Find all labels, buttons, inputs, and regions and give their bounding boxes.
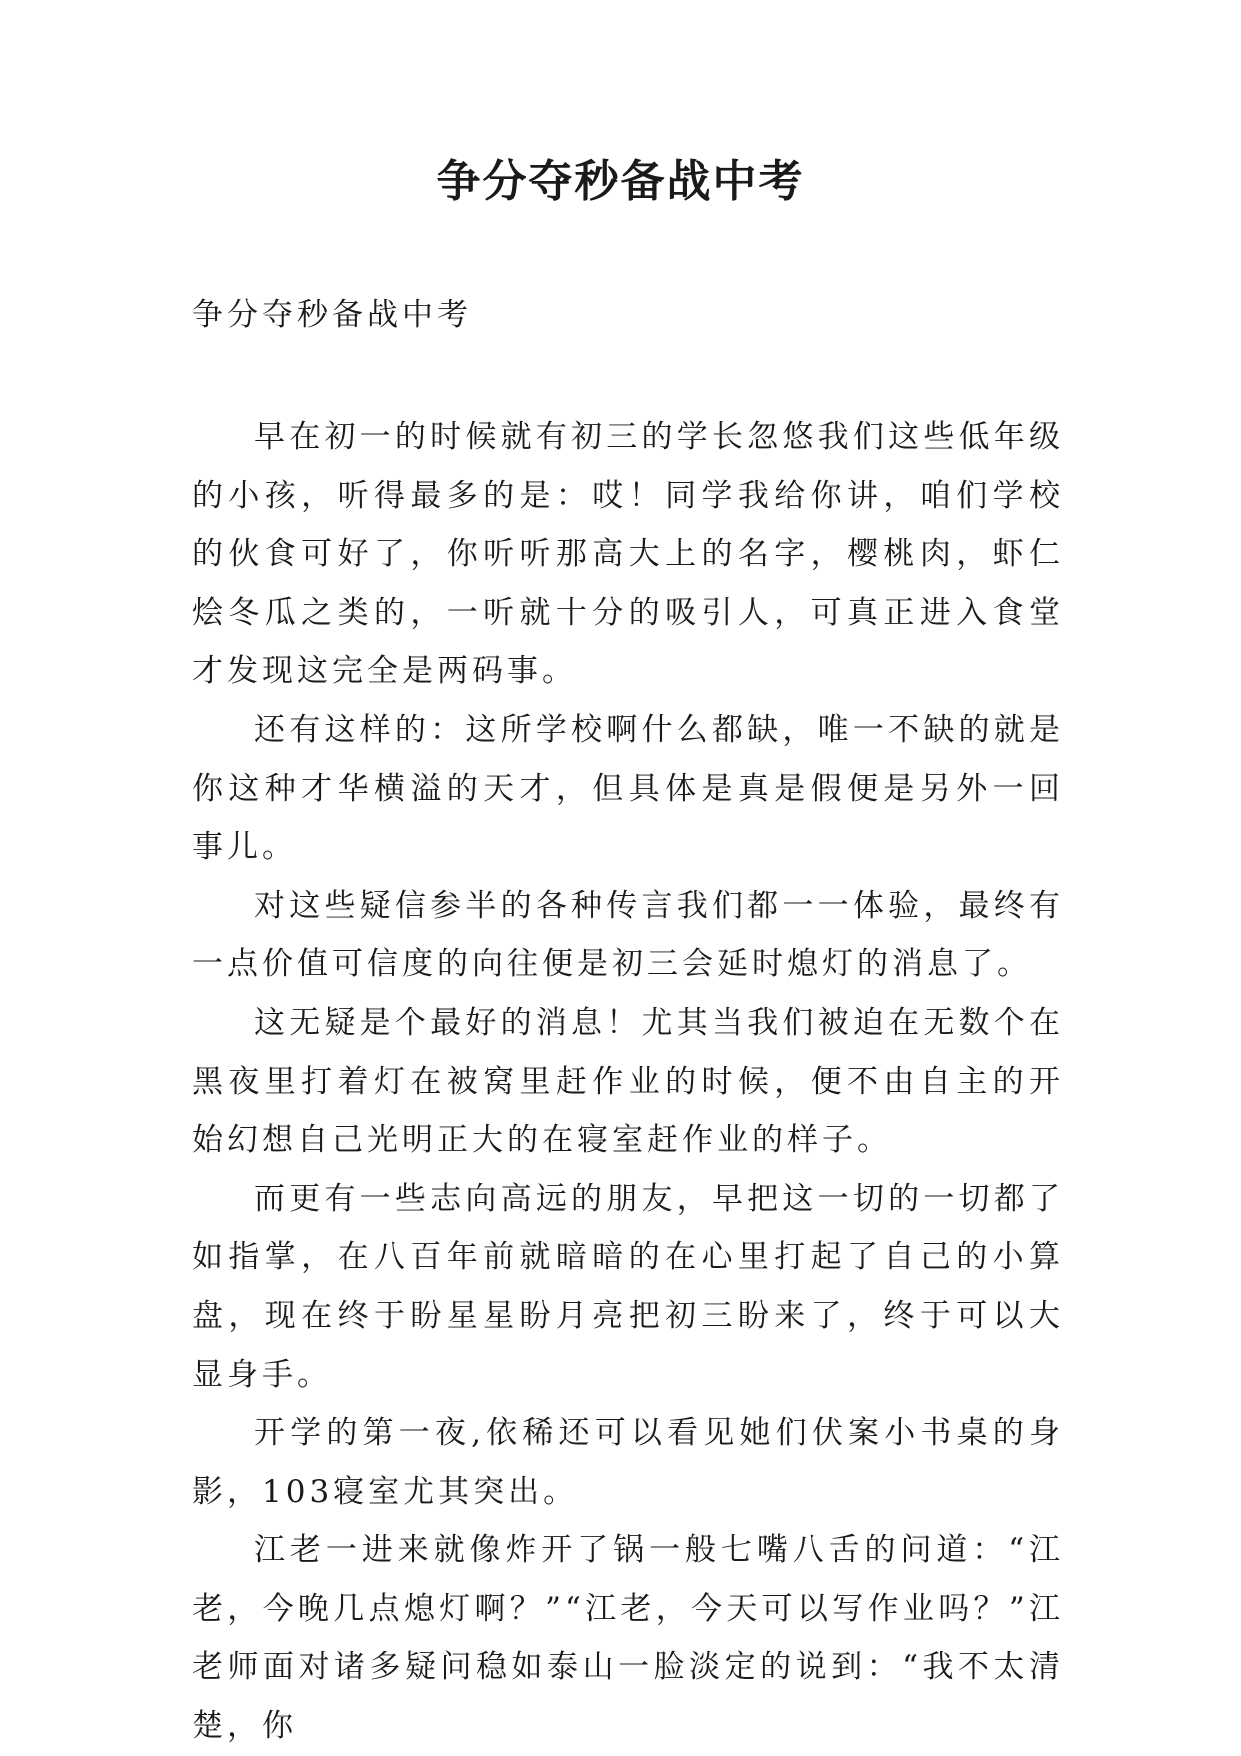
document-subtitle: 争分夺秒备战中考: [192, 297, 472, 333]
paragraph-2: 还有这样的：这所学校啊什么都缺，唯一不缺的就是你这种才华横溢的天才，但具体是真是假便是另外一回事儿。: [192, 711, 1064, 866]
paragraph-3: 对这些疑信参半的各种传言我们都一一体验，最终有一点价值可信度的向往便是初三会延时熄灯的消息了。: [192, 887, 1064, 983]
paragraph-6: 开学的第一夜,依稀还可以看见她们伏案小书桌的身影，103寝室尤其突出。: [192, 1415, 1064, 1510]
paragraph-1: 早在初一的时候就有初三的学长忽悠我们这些低年级的小孩，听得最多的是：哎！同学我给你讲，咱们学校的伙食可好了，你听听那高大上的名字，樱桃肉，虾仁烩冬瓜之类的，一听就十分的吸引人，可真正进入食堂才发现这完全是两码事。: [192, 419, 1064, 690]
paragraph-4: 这无疑是个最好的消息！尤其当我们被迫在无数个在黑夜里打着灯在被窝里赶作业的时候，便不由自主的开始幻想自己光明正大的在寝室赶作业的样子。: [192, 1004, 1064, 1159]
paragraph-7: 江老一进来就像炸开了锅一般七嘴八舌的问道：“江老，今晚几点熄灯啊？”“江老，今天可以写作业吗？”江老师面对诸多疑问稳如泰山一脸淡定的说到：“我不太清楚，你: [192, 1532, 1064, 1745]
paragraph-5: 而更有一些志向高远的朋友，早把这一切的一切都了如指掌，在八百年前就暗暗的在心里打起了自己的小算盘，现在终于盼星星盼月亮把初三盼来了，终于可以大显身手。: [192, 1180, 1064, 1393]
document-body: [192, 408, 1064, 1756]
document-title: 争分夺秒备战中考: [436, 156, 805, 207]
